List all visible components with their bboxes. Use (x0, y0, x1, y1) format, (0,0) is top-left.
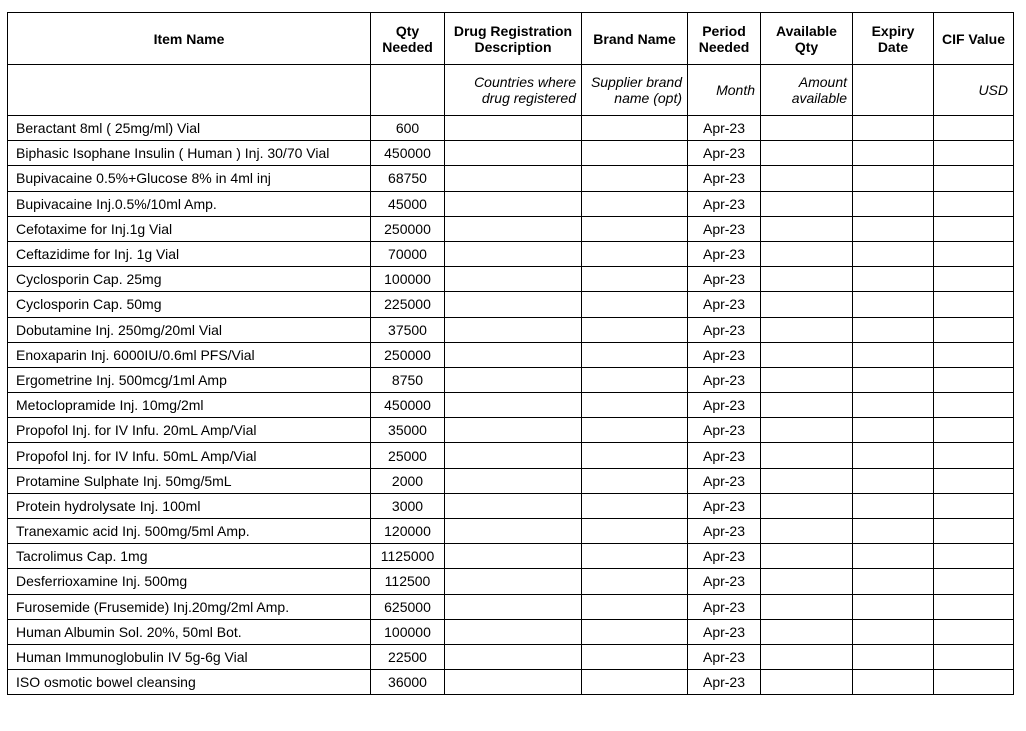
item-name-cell: Human Immunoglobulin IV 5g-6g Vial (8, 644, 371, 669)
qty-needed-cell: 22500 (371, 644, 445, 669)
drug-registration-cell[interactable] (445, 317, 582, 342)
drug-registration-cell[interactable] (445, 468, 582, 493)
brand-name-cell[interactable] (582, 594, 688, 619)
header-drug-registration: Drug Registration Description (445, 13, 582, 65)
period-needed-cell: Apr-23 (688, 191, 761, 216)
available-qty-cell[interactable] (761, 191, 853, 216)
item-name-cell: Tranexamic acid Inj. 500mg/5ml Amp. (8, 519, 371, 544)
period-needed-cell: Apr-23 (688, 292, 761, 317)
brand-name-cell[interactable] (582, 644, 688, 669)
qty-needed-cell: 3000 (371, 493, 445, 518)
available-qty-cell[interactable] (761, 367, 853, 392)
table-row (8, 443, 1014, 468)
item-name-cell: Tacrolimus Cap. 1mg (8, 544, 371, 569)
period-needed-cell: Apr-23 (688, 166, 761, 191)
table-row (8, 418, 1014, 443)
drug-registration-cell[interactable] (445, 267, 582, 292)
cif-value-cell[interactable] (934, 367, 1014, 392)
header-period-needed: Period Needed (688, 13, 761, 65)
period-needed-cell: Apr-23 (688, 670, 761, 695)
item-name-cell: Desferrioxamine Inj. 500mg (8, 569, 371, 594)
header-cif-value: CIF Value (934, 13, 1014, 65)
header-item-name: Item Name (8, 13, 371, 65)
expiry-date-cell[interactable] (853, 468, 934, 493)
period-needed-cell: Apr-23 (688, 367, 761, 392)
period-needed-cell: Apr-23 (688, 443, 761, 468)
cif-value-cell[interactable] (934, 493, 1014, 518)
period-needed-cell: Apr-23 (688, 216, 761, 241)
item-name-cell: ISO osmotic bowel cleansing (8, 670, 371, 695)
item-name-cell: Enoxaparin Inj. 6000IU/0.6ml PFS/Vial (8, 342, 371, 367)
table-row (8, 166, 1014, 191)
period-needed-cell: Apr-23 (688, 544, 761, 569)
table-row (8, 116, 1014, 141)
subheader-row (8, 65, 1014, 116)
qty-needed-cell: 450000 (371, 393, 445, 418)
item-name-cell: Human Albumin Sol. 20%, 50ml Bot. (8, 619, 371, 644)
item-name-cell: Biphasic Isophane Insulin ( Human ) Inj. 30/70 Vial (8, 141, 371, 166)
subheader-item-name (8, 65, 371, 116)
drug-registration-cell[interactable] (445, 670, 582, 695)
drug-registration-cell[interactable] (445, 443, 582, 468)
cif-value-cell[interactable] (934, 594, 1014, 619)
period-needed-cell: Apr-23 (688, 317, 761, 342)
expiry-date-cell[interactable] (853, 241, 934, 266)
qty-needed-cell: 37500 (371, 317, 445, 342)
qty-needed-cell: 25000 (371, 443, 445, 468)
period-needed-cell: Apr-23 (688, 267, 761, 292)
expiry-date-cell[interactable] (853, 166, 934, 191)
subheader-expiry-date (853, 65, 934, 116)
subheader-brand-name: Supplier brand name (opt) (582, 65, 688, 116)
period-needed-cell: Apr-23 (688, 468, 761, 493)
qty-needed-cell: 36000 (371, 670, 445, 695)
expiry-date-cell[interactable] (853, 670, 934, 695)
item-name-cell: Cyclosporin Cap. 50mg (8, 292, 371, 317)
item-name-cell: Protein hydrolysate Inj. 100ml (8, 493, 371, 518)
qty-needed-cell: 250000 (371, 342, 445, 367)
drug-registration-cell[interactable] (445, 342, 582, 367)
expiry-date-cell[interactable] (853, 569, 934, 594)
cif-value-cell[interactable] (934, 317, 1014, 342)
expiry-date-cell[interactable] (853, 443, 934, 468)
qty-needed-cell: 68750 (371, 166, 445, 191)
period-needed-cell: Apr-23 (688, 241, 761, 266)
drug-registration-cell[interactable] (445, 191, 582, 216)
cif-value-cell[interactable] (934, 191, 1014, 216)
available-qty-cell[interactable] (761, 317, 853, 342)
expiry-date-cell[interactable] (853, 116, 934, 141)
cif-value-cell[interactable] (934, 468, 1014, 493)
drug-registration-cell[interactable] (445, 393, 582, 418)
item-name-cell: Cyclosporin Cap. 25mg (8, 267, 371, 292)
expiry-date-cell[interactable] (853, 594, 934, 619)
qty-needed-cell: 600 (371, 116, 445, 141)
available-qty-cell[interactable] (761, 216, 853, 241)
expiry-date-cell[interactable] (853, 292, 934, 317)
item-name-cell: Bupivacaine 0.5%+Glucose 8% in 4ml inj (8, 166, 371, 191)
cif-value-cell[interactable] (934, 544, 1014, 569)
item-name-cell: Furosemide (Frusemide) Inj.20mg/2ml Amp. (8, 594, 371, 619)
expiry-date-cell[interactable] (853, 317, 934, 342)
qty-needed-cell: 112500 (371, 569, 445, 594)
available-qty-cell[interactable] (761, 544, 853, 569)
drug-registration-cell[interactable] (445, 292, 582, 317)
item-name-cell: Beractant 8ml ( 25mg/ml) Vial (8, 116, 371, 141)
expiry-date-cell[interactable] (853, 216, 934, 241)
table-row (8, 216, 1014, 241)
expiry-date-cell[interactable] (853, 519, 934, 544)
drug-registration-cell[interactable] (445, 367, 582, 392)
expiry-date-cell[interactable] (853, 267, 934, 292)
period-needed-cell: Apr-23 (688, 141, 761, 166)
expiry-date-cell[interactable] (853, 191, 934, 216)
expiry-date-cell[interactable] (853, 544, 934, 569)
available-qty-cell[interactable] (761, 443, 853, 468)
available-qty-cell[interactable] (761, 342, 853, 367)
period-needed-cell: Apr-23 (688, 418, 761, 443)
item-name-cell: Propofol Inj. for IV Infu. 20mL Amp/Vial (8, 418, 371, 443)
drug-registration-cell[interactable] (445, 569, 582, 594)
item-name-cell: Ceftazidime for Inj. 1g Vial (8, 241, 371, 266)
cif-value-cell[interactable] (934, 141, 1014, 166)
brand-name-cell[interactable] (582, 443, 688, 468)
table-row (8, 519, 1014, 544)
brand-name-cell[interactable] (582, 141, 688, 166)
drug-registration-cell[interactable] (445, 644, 582, 669)
period-needed-cell: Apr-23 (688, 116, 761, 141)
brand-name-cell[interactable] (582, 418, 688, 443)
item-name-cell: Metoclopramide Inj. 10mg/2ml (8, 393, 371, 418)
subheader-drug-registration: Countries where drug registered (445, 65, 582, 116)
cif-value-cell[interactable] (934, 292, 1014, 317)
cif-value-cell[interactable] (934, 670, 1014, 695)
drug-registration-cell[interactable] (445, 418, 582, 443)
brand-name-cell[interactable] (582, 116, 688, 141)
qty-needed-cell: 35000 (371, 418, 445, 443)
cif-value-cell[interactable] (934, 116, 1014, 141)
available-qty-cell[interactable] (761, 670, 853, 695)
drug-registration-cell[interactable] (445, 216, 582, 241)
expiry-date-cell[interactable] (853, 367, 934, 392)
cif-value-cell[interactable] (934, 393, 1014, 418)
drug-registration-cell[interactable] (445, 619, 582, 644)
header-available-qty: Available Qty (761, 13, 853, 65)
period-needed-cell: Apr-23 (688, 644, 761, 669)
qty-needed-cell: 120000 (371, 519, 445, 544)
available-qty-cell[interactable] (761, 644, 853, 669)
header-expiry-date: Expiry Date (853, 13, 934, 65)
brand-name-cell[interactable] (582, 267, 688, 292)
brand-name-cell[interactable] (582, 191, 688, 216)
table-row (8, 267, 1014, 292)
expiry-date-cell[interactable] (853, 418, 934, 443)
brand-name-cell[interactable] (582, 519, 688, 544)
drug-registration-cell[interactable] (445, 544, 582, 569)
brand-name-cell[interactable] (582, 241, 688, 266)
cif-value-cell[interactable] (934, 418, 1014, 443)
qty-needed-cell: 2000 (371, 468, 445, 493)
cif-value-cell[interactable] (934, 569, 1014, 594)
brand-name-cell[interactable] (582, 342, 688, 367)
period-needed-cell: Apr-23 (688, 619, 761, 644)
qty-needed-cell: 450000 (371, 141, 445, 166)
available-qty-cell[interactable] (761, 519, 853, 544)
available-qty-cell[interactable] (761, 292, 853, 317)
cif-value-cell[interactable] (934, 644, 1014, 669)
cif-value-cell[interactable] (934, 166, 1014, 191)
qty-needed-cell: 70000 (371, 241, 445, 266)
qty-needed-cell: 45000 (371, 191, 445, 216)
expiry-date-cell[interactable] (853, 619, 934, 644)
brand-name-cell[interactable] (582, 367, 688, 392)
table-row (8, 493, 1014, 518)
brand-name-cell[interactable] (582, 493, 688, 518)
period-needed-cell: Apr-23 (688, 594, 761, 619)
table-row (8, 594, 1014, 619)
header-qty-needed: Qty Needed (371, 13, 445, 65)
table-row (8, 468, 1014, 493)
period-needed-cell: Apr-23 (688, 393, 761, 418)
available-qty-cell[interactable] (761, 166, 853, 191)
qty-needed-cell: 100000 (371, 619, 445, 644)
period-needed-cell: Apr-23 (688, 519, 761, 544)
table-row (8, 393, 1014, 418)
brand-name-cell[interactable] (582, 468, 688, 493)
item-name-cell: Protamine Sulphate Inj. 50mg/5mL (8, 468, 371, 493)
available-qty-cell[interactable] (761, 569, 853, 594)
header-row (8, 13, 1014, 65)
table-row (8, 342, 1014, 367)
available-qty-cell[interactable] (761, 241, 853, 266)
drug-registration-cell[interactable] (445, 493, 582, 518)
table-row (8, 292, 1014, 317)
expiry-date-cell[interactable] (853, 493, 934, 518)
drug-registration-cell[interactable] (445, 519, 582, 544)
qty-needed-cell: 625000 (371, 594, 445, 619)
available-qty-cell[interactable] (761, 141, 853, 166)
available-qty-cell[interactable] (761, 493, 853, 518)
qty-needed-cell: 225000 (371, 292, 445, 317)
table-row (8, 241, 1014, 266)
subheader-available-qty: Amount available (761, 65, 853, 116)
header-brand-name: Brand Name (582, 13, 688, 65)
table-row (8, 367, 1014, 392)
item-name-cell: Bupivacaine Inj.0.5%/10ml Amp. (8, 191, 371, 216)
item-name-cell: Dobutamine Inj. 250mg/20ml Vial (8, 317, 371, 342)
brand-name-cell[interactable] (582, 569, 688, 594)
qty-needed-cell: 100000 (371, 267, 445, 292)
drug-registration-cell[interactable] (445, 166, 582, 191)
subheader-period-needed: Month (688, 65, 761, 116)
available-qty-cell[interactable] (761, 267, 853, 292)
subheader-qty-needed (371, 65, 445, 116)
expiry-date-cell[interactable] (853, 644, 934, 669)
table-row (8, 644, 1014, 669)
brand-name-cell[interactable] (582, 166, 688, 191)
available-qty-cell[interactable] (761, 594, 853, 619)
table-row (8, 544, 1014, 569)
cif-value-cell[interactable] (934, 619, 1014, 644)
item-name-cell: Ergometrine Inj. 500mcg/1ml Amp (8, 367, 371, 392)
brand-name-cell[interactable] (582, 292, 688, 317)
qty-needed-cell: 250000 (371, 216, 445, 241)
cif-value-cell[interactable] (934, 216, 1014, 241)
brand-name-cell[interactable] (582, 216, 688, 241)
brand-name-cell[interactable] (582, 393, 688, 418)
brand-name-cell[interactable] (582, 317, 688, 342)
brand-name-cell[interactable] (582, 619, 688, 644)
subheader-cif-value: USD (934, 65, 1014, 116)
item-name-cell: Propofol Inj. for IV Infu. 50mL Amp/Vial (8, 443, 371, 468)
table-row (8, 191, 1014, 216)
drug-registration-cell[interactable] (445, 241, 582, 266)
qty-needed-cell: 8750 (371, 367, 445, 392)
period-needed-cell: Apr-23 (688, 342, 761, 367)
table-row (8, 141, 1014, 166)
expiry-date-cell[interactable] (853, 342, 934, 367)
drug-registration-cell[interactable] (445, 594, 582, 619)
cif-value-cell[interactable] (934, 267, 1014, 292)
cif-value-cell[interactable] (934, 519, 1014, 544)
drug-registration-cell[interactable] (445, 141, 582, 166)
brand-name-cell[interactable] (582, 670, 688, 695)
cif-value-cell[interactable] (934, 443, 1014, 468)
drug-requirements-table (7, 12, 1014, 695)
qty-needed-cell: 1125000 (371, 544, 445, 569)
expiry-date-cell[interactable] (853, 141, 934, 166)
expiry-date-cell[interactable] (853, 393, 934, 418)
cif-value-cell[interactable] (934, 342, 1014, 367)
table-row (8, 670, 1014, 695)
table-body (8, 116, 1014, 695)
table-row (8, 569, 1014, 594)
period-needed-cell: Apr-23 (688, 569, 761, 594)
table-row (8, 619, 1014, 644)
available-qty-cell[interactable] (761, 468, 853, 493)
period-needed-cell: Apr-23 (688, 493, 761, 518)
drug-registration-cell[interactable] (445, 116, 582, 141)
available-qty-cell[interactable] (761, 619, 853, 644)
table-row (8, 317, 1014, 342)
available-qty-cell[interactable] (761, 393, 853, 418)
available-qty-cell[interactable] (761, 418, 853, 443)
cif-value-cell[interactable] (934, 241, 1014, 266)
available-qty-cell[interactable] (761, 116, 853, 141)
brand-name-cell[interactable] (582, 544, 688, 569)
item-name-cell: Cefotaxime for Inj.1g Vial (8, 216, 371, 241)
